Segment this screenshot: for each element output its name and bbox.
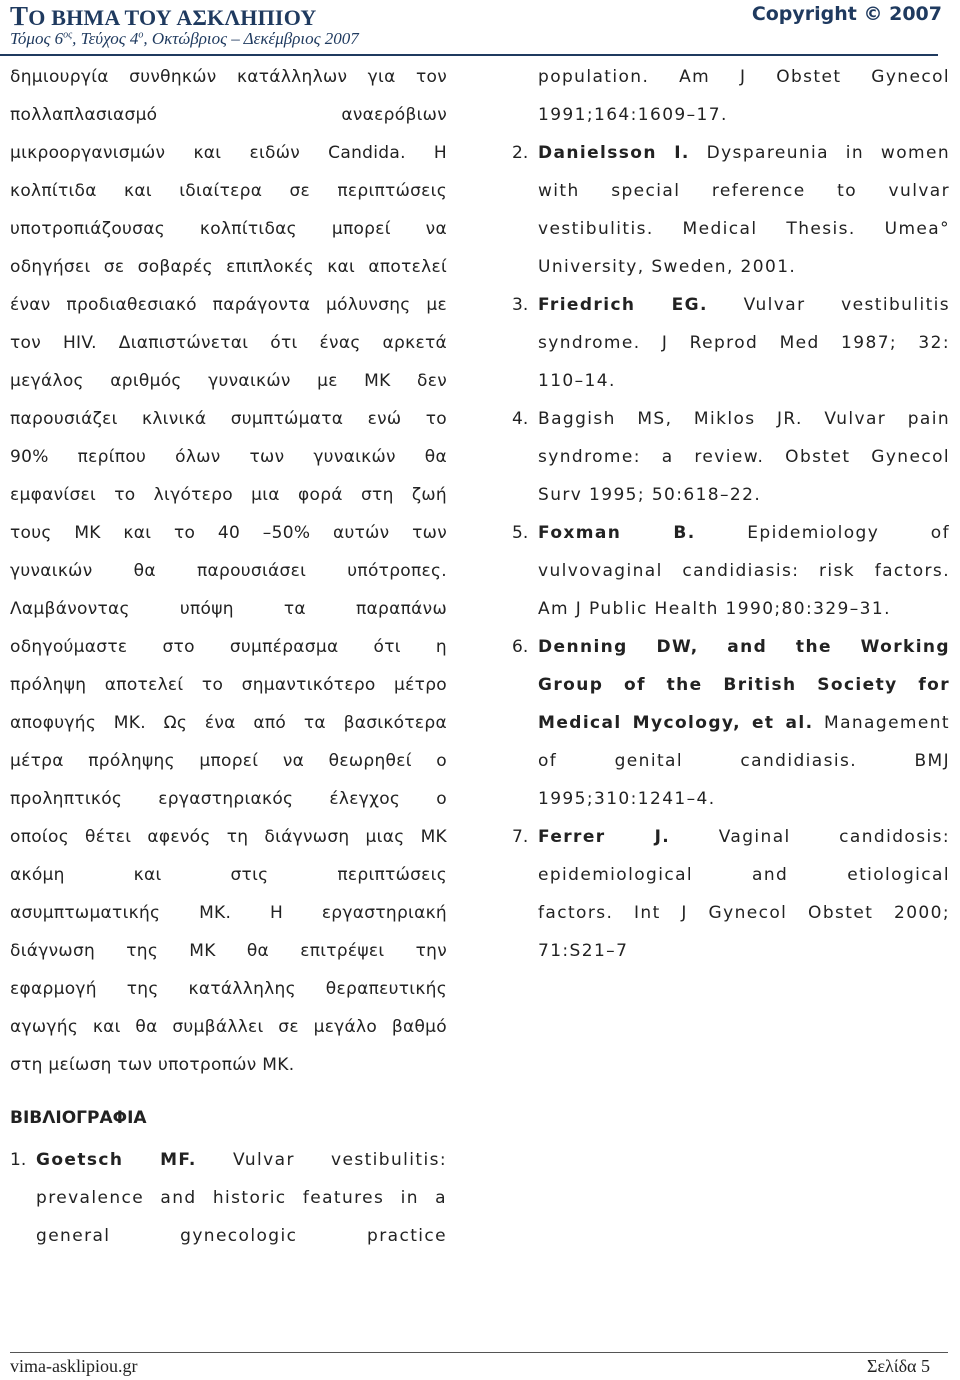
copyright-notice: Copyright © 2007 (751, 3, 942, 25)
reference-number: 3. (512, 295, 529, 315)
reference-line: syndrome. J Reprod Med 1987; 32: (538, 333, 950, 353)
reference-line: Group of the British Society for (538, 675, 950, 695)
reference-line: Ferrer J. Vaginal candidosis: (538, 827, 950, 847)
text-line: μεγάλος αριθμός γυναικών με ΜΚ δεν (10, 371, 447, 391)
text-line: πρόληψη αποτελεί το σημαντικότερο μέτρο (10, 675, 447, 695)
text-line: ασυμπτωματικής ΜΚ. Η εργαστηριακή (10, 903, 447, 923)
footer-site: vima-asklipiou.gr (10, 1356, 138, 1376)
reference-line: prevalence and historic features in a (36, 1188, 447, 1208)
text-line: Λαμβάνοντας υπόψη τα παραπάνω (10, 599, 447, 619)
reference-line: general gynecologic practice (36, 1226, 447, 1246)
text-line: κολπίτιδα και ιδιαίτερα σε περιπτώσεις (10, 181, 447, 201)
reference-3 (512, 286, 950, 400)
reference-line: Goetsch MF. Vulvar vestibulitis: (36, 1150, 447, 1170)
reference-number: 5. (512, 523, 529, 543)
reference-line: Am J Public Health 1990;80:329–31. (538, 599, 891, 619)
text-line: ακόμη και στις περιπτώσεις (10, 865, 447, 885)
reference-line: syndrome: a review. Obstet Gynecol (538, 447, 950, 467)
reference-line: Denning DW, and the Working (538, 637, 950, 657)
reference-line: Surv 1995; 50:618–22. (538, 485, 762, 505)
issue-line: Τόμος $6^{o\varsigma}$, Τεύχος $4^o$, Οκτώβριος – Δεκέμβριος 2007 (10, 29, 359, 48)
reference-number: 6. (512, 637, 529, 657)
text-line: διάγνωση της ΜΚ θα επιτρέψει την (10, 941, 447, 961)
text-line: παρουσιάζει κλινικά συμπτώματα ενώ το (10, 409, 447, 429)
text-line: πολλαπλασιασμό αναερόβιων (10, 105, 447, 125)
reference-line: 1991;164:1609–17. (538, 105, 728, 125)
reference-line: Danielsson I. Dyspareunia in women (538, 143, 950, 163)
reference-4 (512, 400, 950, 514)
text-line: έναν προδιαθεσιακό παράγοντα μόλυνσης με (10, 295, 447, 315)
reference-list-left (10, 1141, 447, 1255)
text-line: δημιουργία συνθηκών κατάλληλων για τον (10, 67, 447, 87)
reference-7 (512, 818, 950, 970)
text-line: προληπτικός εργαστηριακός έλεγχος ο (10, 789, 447, 809)
page-number: Σελίδα 5 (866, 1356, 930, 1376)
reference-number: 7. (512, 827, 529, 847)
text-line: υποτροπιάζουσας κολπίτιδας μπορεί να (10, 219, 447, 239)
reference-line: vulvovaginal candidiasis: risk factors. (538, 561, 950, 581)
reference-1-continued (512, 58, 950, 134)
text-line: εμφανίσει το λιγότερο μια φορά στη ζωή (10, 485, 447, 505)
reference-line: factors. Int J Gynecol Obstet 2000; (538, 903, 950, 923)
references-heading: ΒΙΒΛΙΟΓΡΑΦΙΑ (10, 1108, 147, 1128)
text-line: εφαρμογή της κατάλληλης θεραπευτικής (10, 979, 447, 999)
reference-5 (512, 514, 950, 628)
reference-number: 4. (512, 409, 529, 429)
reference-line: population. Am J Obstet Gynecol (538, 67, 950, 87)
reference-2 (512, 134, 950, 286)
reference-line: with special reference to vulvar (538, 181, 950, 201)
text-line: στη μείωση των υποτροπών ΜΚ. (10, 1055, 295, 1075)
reference-line: 1995;310:1241–4. (538, 789, 716, 809)
reference-1 (10, 1141, 447, 1255)
text-line: μέτρα πρόληψης μπορεί να θεωρηθεί ο (10, 751, 447, 771)
footer-divider (10, 1352, 948, 1353)
text-line: οδηγήσει σε σοβαρές επιπλοκές και αποτελεί (10, 257, 447, 277)
text-line: τον HIV. Διαπιστώνεται ότι ένας αρκετά (10, 333, 447, 353)
reference-line: 71:S21–7 (538, 941, 629, 961)
page-header (10, 0, 942, 54)
reference-line: University, Sweden, 2001. (538, 257, 797, 277)
text-line: 90% περίπου όλων των γυναικών θα (10, 447, 447, 467)
text-line: αγωγής και θα συμβάλλει σε μεγάλο βαθμό (10, 1017, 447, 1037)
journal-title: ΤΟ ΒΗΜΑ ΤΟΥ ΑΣΚΛΗΠΙΟΥ (10, 1, 317, 31)
reference-line: Foxman B. Epidemiology of (538, 523, 950, 543)
text-line: μικροοργανισμών και ειδών Candida. Η (10, 143, 447, 163)
text-line: αποφυγής ΜΚ. Ως ένα από τα βασικότερα (10, 713, 447, 733)
reference-list-right (512, 58, 950, 970)
reference-line: Baggish MS, Miklos JR. Vulvar pain (538, 409, 950, 429)
reference-line: Medical Mycology, et al. Management (538, 713, 950, 733)
text-line: τους ΜΚ και το 40 –50% αυτών των (10, 523, 447, 543)
text-line: οποίος θέτει αφενός τη διάγνωση μιας ΜΚ (10, 827, 447, 847)
reference-line: 110–14. (538, 371, 616, 391)
text-line: οδηγούμαστε στο συμπέρασμα ότι η (10, 637, 447, 657)
text-line: γυναικών θα παρουσιάσει υπότροπες. (10, 561, 447, 581)
reference-6 (512, 628, 950, 818)
reference-line: of genital candidiasis. BMJ (538, 751, 950, 771)
reference-number: 2. (512, 143, 529, 163)
reference-line: vestibulitis. Medical Thesis. Umea° (538, 219, 950, 239)
body-text (10, 58, 447, 1084)
header-divider (0, 54, 938, 56)
reference-number: 1. (10, 1150, 27, 1170)
reference-line: Friedrich EG. Vulvar vestibulitis (538, 295, 950, 315)
reference-line: epidemiological and etiological (538, 865, 950, 885)
